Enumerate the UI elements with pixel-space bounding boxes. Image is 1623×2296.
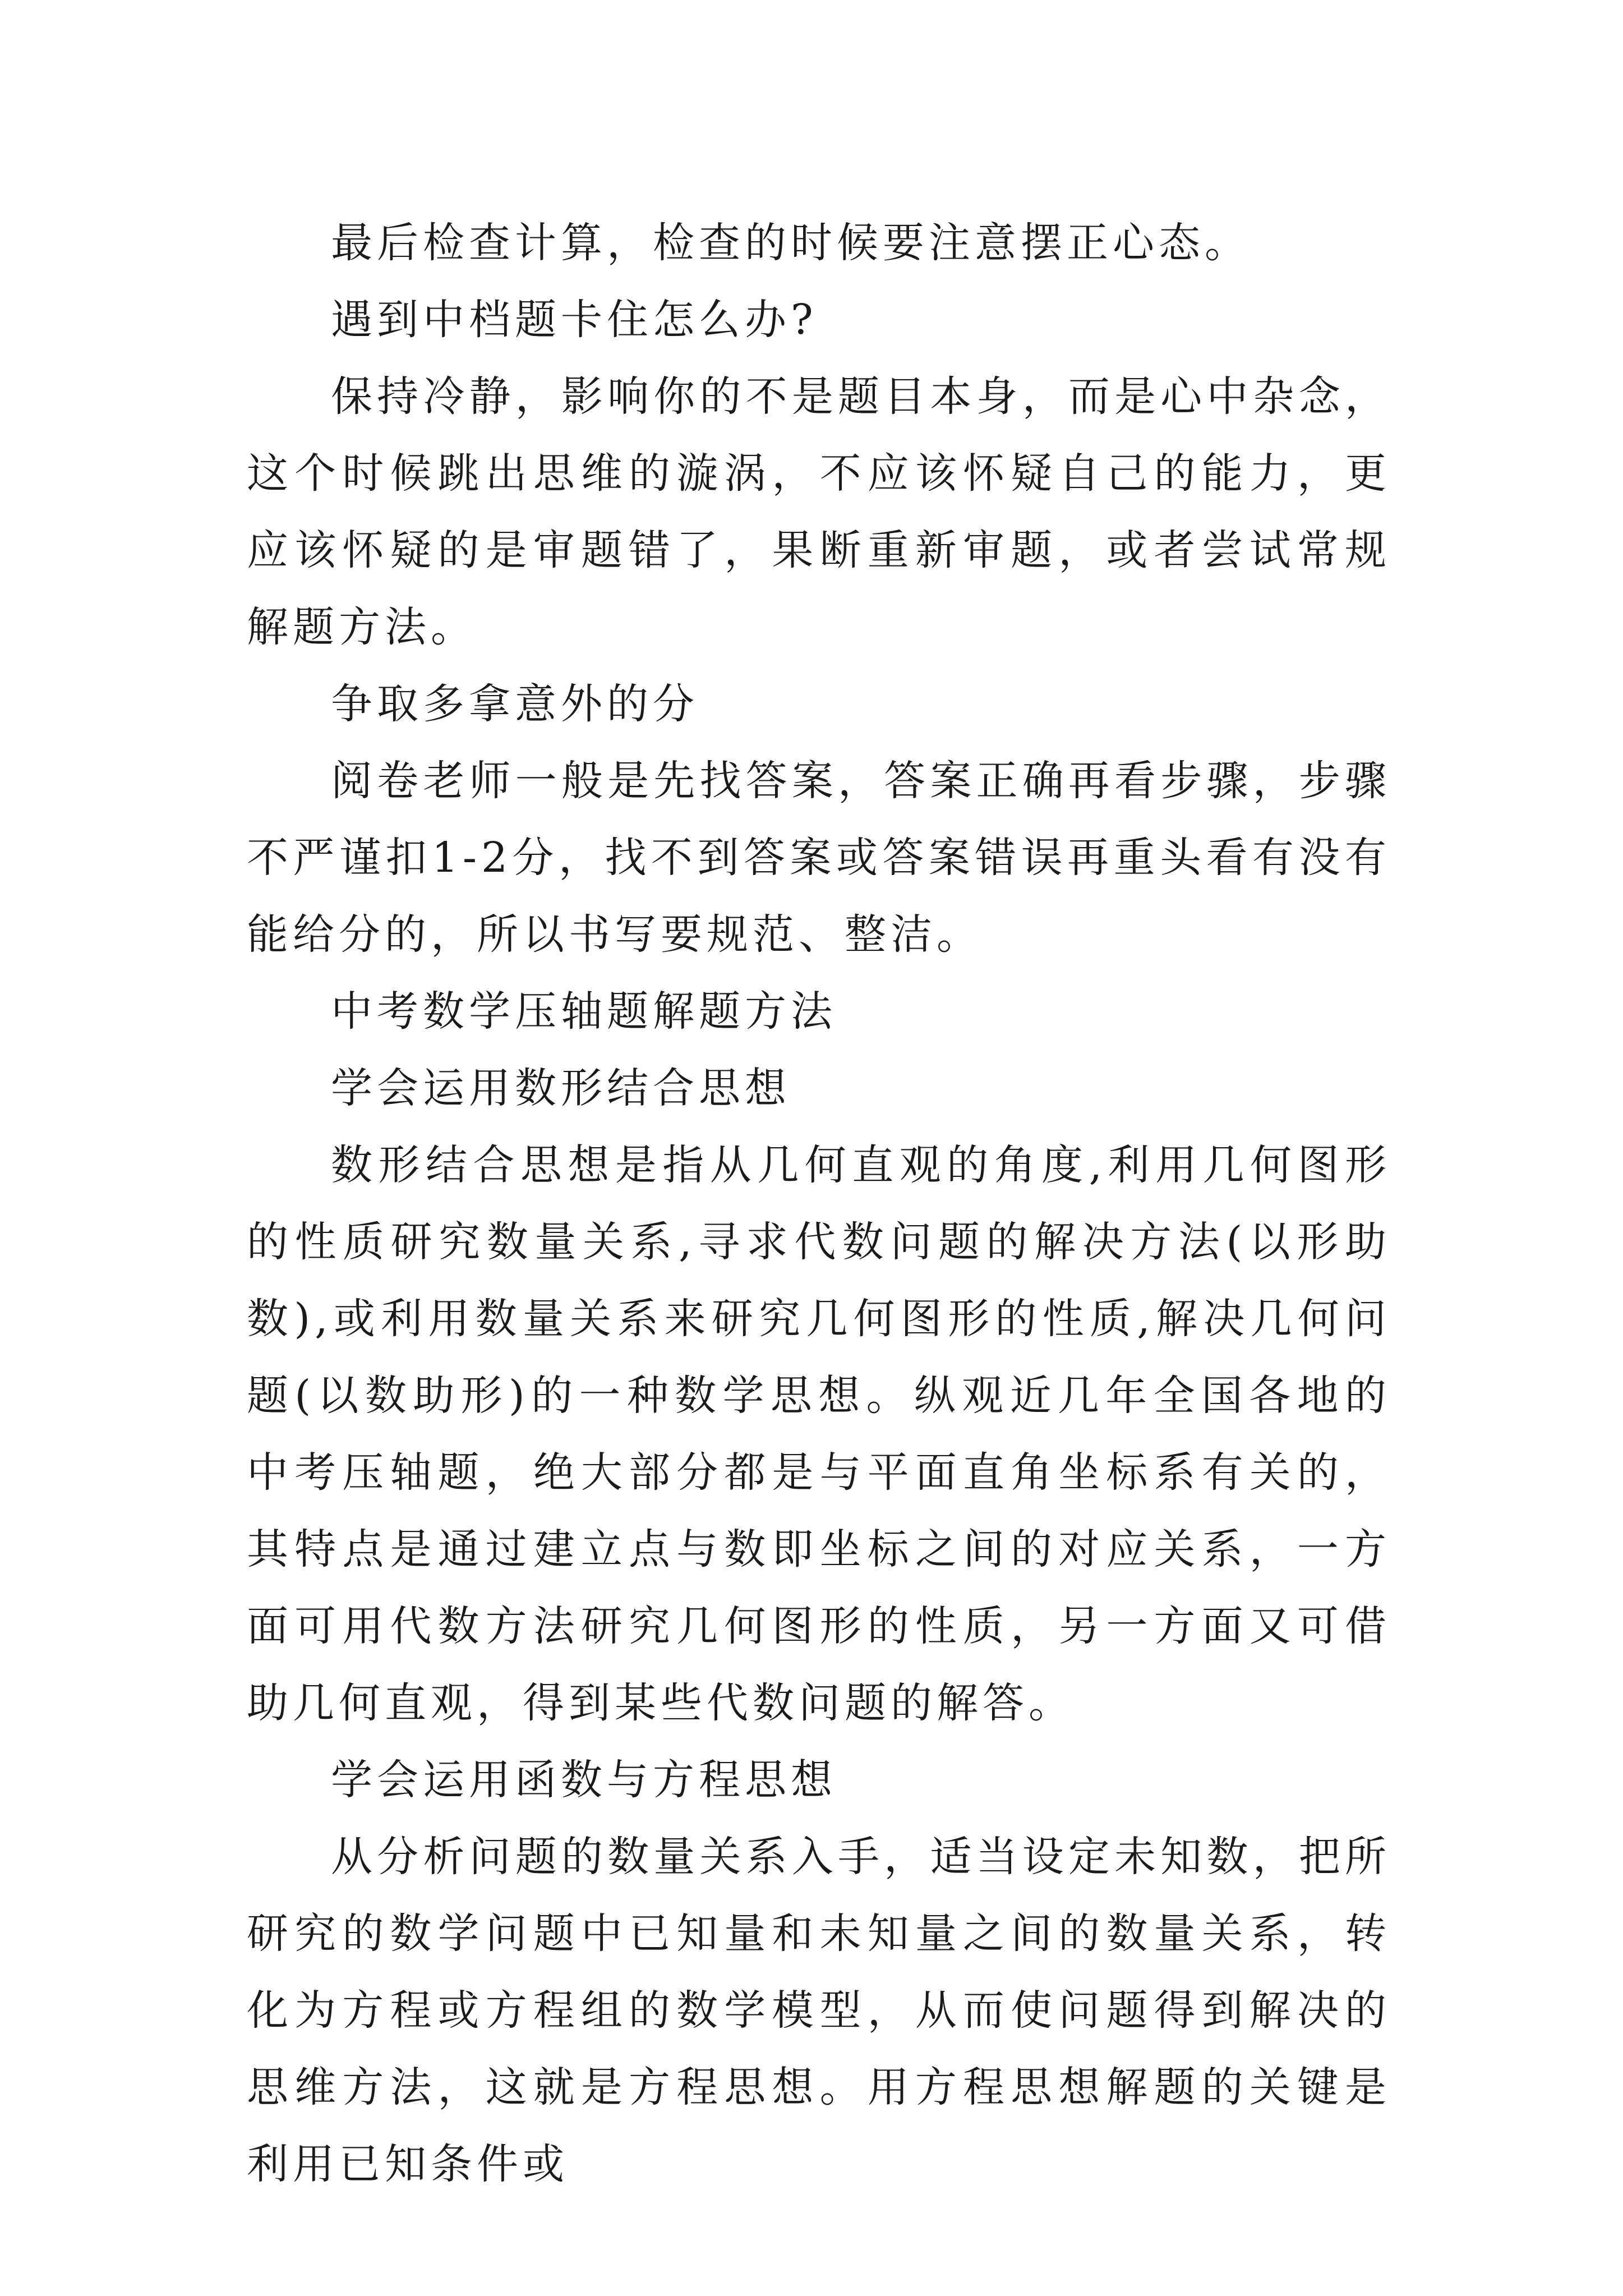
heading-stuck-on-medium-question: 遇到中档题卡住怎么办? (331, 296, 818, 344)
heading-extra-points: 争取多拿意外的分 (331, 680, 699, 728)
paragraph-check-calculation: 最后检查计算，检查的时候要注意摆正心态。 (331, 219, 1251, 267)
paragraph-grading: 阅卷老师一般是先找答案，答案正确再看步骤，步骤不严谨扣1-2分，找不到答案或答案错误再重头看有没有能给分的，所以书写要规范、整洁。 (247, 757, 1391, 959)
paragraph-equation-thinking: 从分析问题的数量关系入手，适当设定未知数，把所研究的数学问题中已知量和未知量之间的数量关系，转化为方程或方程组的数学模型，从而使问题得到解决的思维方法，这就是方程思想。用方程思想解题的关键是利用已知条件或 (247, 1833, 1391, 2188)
heading-number-shape-combination: 学会运用数形结合思想 (331, 1064, 791, 1112)
paragraph-number-shape-combination: 数形结合思想是指从几何直观的角度,利用几何图形的性质研究数量关系,寻求代数问题的解决方法(以形助数),或利用数量关系来研究几何图形的性质,解决几何问题(以数助形)的一种数学思想。纵观近几年全国各地的中考压轴题，绝大部分都是与平面直角坐标系有关的，其特点是通过建立点与数即坐标之间的对应关系，一方面可用代数方法研究几何图形的性质，另一方面又可借助几何直观，得到某些代数问题的解答。 (247, 1141, 1391, 1727)
heading-final-question-methods: 中考数学压轴题解题方法 (331, 987, 837, 1036)
paragraph-stay-calm: 保持冷静，影响你的不是题目本身，而是心中杂念，这个时候跳出思维的漩涡，不应该怀疑自己的能力，更应该怀疑的是审题错了，果断重新审题，或者尝试常规解题方法。 (247, 372, 1391, 651)
heading-function-equation-thinking: 学会运用函数与方程思想 (331, 1756, 837, 1804)
document-body (247, 205, 1391, 2203)
